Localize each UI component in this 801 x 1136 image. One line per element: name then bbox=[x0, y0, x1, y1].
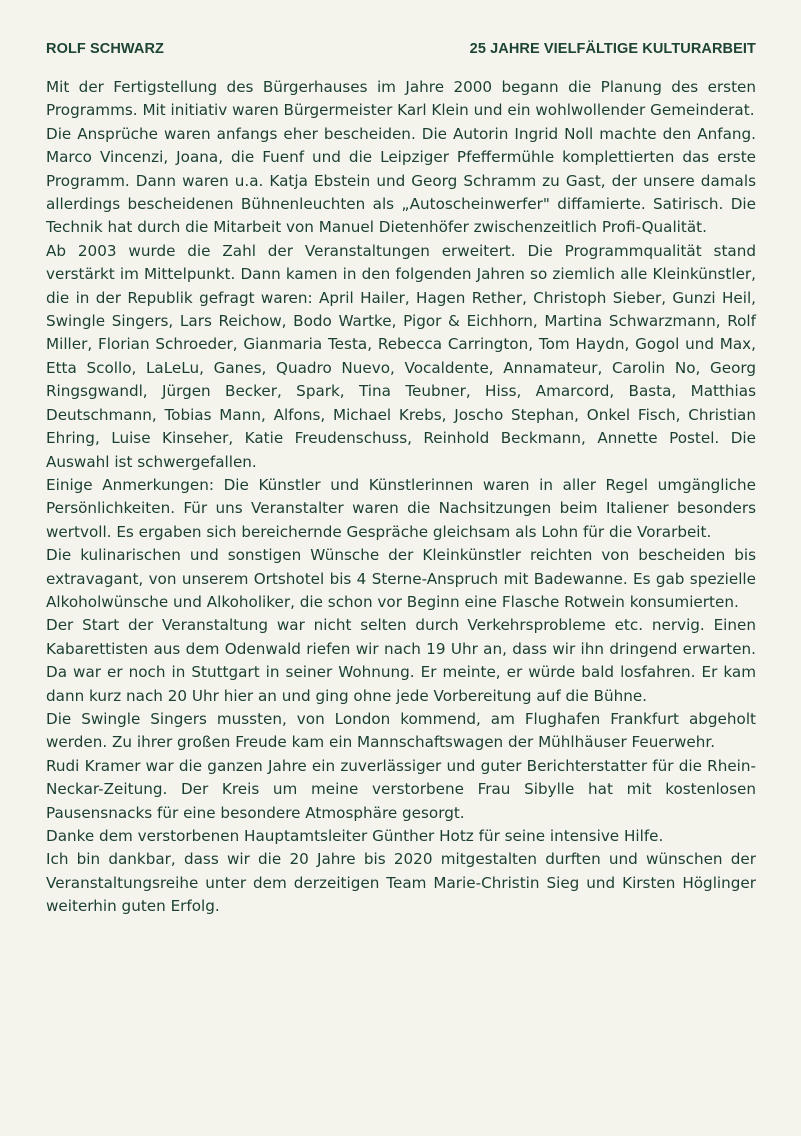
page-header bbox=[46, 41, 756, 57]
document-page bbox=[46, 0, 756, 1136]
paragraph: Die kulinarischen und sonstigen Wünsche der Kleinkünstler reichten von bescheiden bis extravagant, von unserem Ortshotel bis 4 Sterne-Anspruch mit Badewanne. Es gab spezielle Alkoholwünsche und Alkoholiker, die schon vor Beginn eine Flasche Rotwein konsumierten. bbox=[46, 546, 756, 611]
article-body bbox=[46, 76, 756, 919]
paragraph: Danke dem verstorbenen Hauptamtsleiter Günther Hotz für seine intensive Hilfe. bbox=[46, 827, 664, 845]
paragraph: Mit der Fertigstellung des Bürgerhauses im Jahre 2000 begann die Planung des ersten Programms. Mit initiativ waren Bürgermeister Karl Klein und ein wohlwollender Gemeinderat. bbox=[46, 78, 756, 120]
author-name: ROLF SCHWARZ bbox=[46, 41, 164, 57]
paragraph: Die Swingle Singers mussten, von London kommend, am Flughafen Frankfurt abgeholt werden. Zu ihrer großen Freude kam ein Mannschaftswagen der Mühlhäuser Feuerwehr. bbox=[46, 709, 756, 752]
paragraph: Die Ansprüche waren anfangs eher bescheiden. Die Autorin Ingrid Noll machte den Anfang. Marco Vincenzi, Joana, die Fuenf und die Leipziger Pfeffermühle komplettierten das erste Programm. Dann waren u.a. Katja Ebstein und Georg Schramm zu Gast, der unsere damals allerdings bescheidenen Bühnenleuchten als „Autoscheinwerfer" diffamierte. Satirisch. Die Technik hat durch die Mitarbeit von Manuel Dietenhöfer zwischenzeitlich Profi-Qualität. bbox=[46, 124, 756, 237]
paragraph: Ich bin dankbar, dass wir die 20 Jahre bis 2020 mitgestalten durften und wünschen der Veranstaltungsreihe unter dem derzeitigen Team Marie-Christin Sieg und Kirsten Höglinger weiterhin guten Erfolg. bbox=[46, 850, 756, 916]
paragraph: Ab 2003 wurde die Zahl der Veranstaltungen erweitert. Die Programmqualität stand verstärkt im Mittelpunkt. Dann kamen in den folgenden Jahren so ziemlich alle Kleinkünstler, die in der Republik gefragt waren: April Hailer, Hagen Rether, Christoph Sieber, Gunzi Heil, Swingle Singers, Lars Reichow, Bodo Wartke, Pigor & Eichhorn, Martina Schwarzmann, Rolf Miller, Florian Schroeder, Gianmaria Testa, Rebecca Carrington, Tom Haydn, Gogol und Max, Etta Scollo, LaLeLu, Ganes, Quadro Nuevo, Vocaldente, Annamateur, Carolin No, Georg Ringsgwandl, Jürgen Becker, Spark, Tina Teubner, Hiss, Amarcord, Basta, Matthias Deutschmann, Tobias Mann, Alfons, Michael Krebs, Joscho Stephan, Onkel Fisch, Christian Ehring, Luise Kinseher, Katie Freudenschuss, Reinhold Beckmann, Annette Postel. Die Auswahl ist schwergefallen. bbox=[46, 241, 756, 471]
paragraph: Einige Anmerkungen: Die Künstler und Künstlerinnen waren in aller Regel umgängliche Persönlichkeiten. Für uns Veranstalter waren die Nachsitzungen beim Italiener besonders wertvoll. Es ergaben sich bereichernde Gespräche gleichsam als Lohn für die Vorarbeit. bbox=[46, 475, 756, 541]
paragraph: Rudi Kramer war die ganzen Jahre ein zuverlässiger und guter Berichterstatter für die Rhein-Neckar-Zeitung. Der Kreis um meine verstorbene Frau Sibylle hat mit kostenlosen Pausensnacks für eine besondere Atmosphäre gesorgt. bbox=[46, 756, 756, 822]
page-title: 25 JAHRE VIELFÄLTIGE KULTURARBEIT bbox=[469, 41, 756, 57]
paragraph: Der Start der Veranstaltung war nicht selten durch Verkehrsprobleme etc. nervig. Einen Kabarettisten aus dem Odenwald riefen wir nach 19 Uhr an, dass wir ihn dringend erwarten. Da war er noch in Stuttgart in seiner Wohnung. Er meinte, er würde bald losfahren. Er kam dann kurz nach 20 Uhr hier an und ging ohne jede Vorbereitung auf die Bühne. bbox=[46, 616, 756, 705]
